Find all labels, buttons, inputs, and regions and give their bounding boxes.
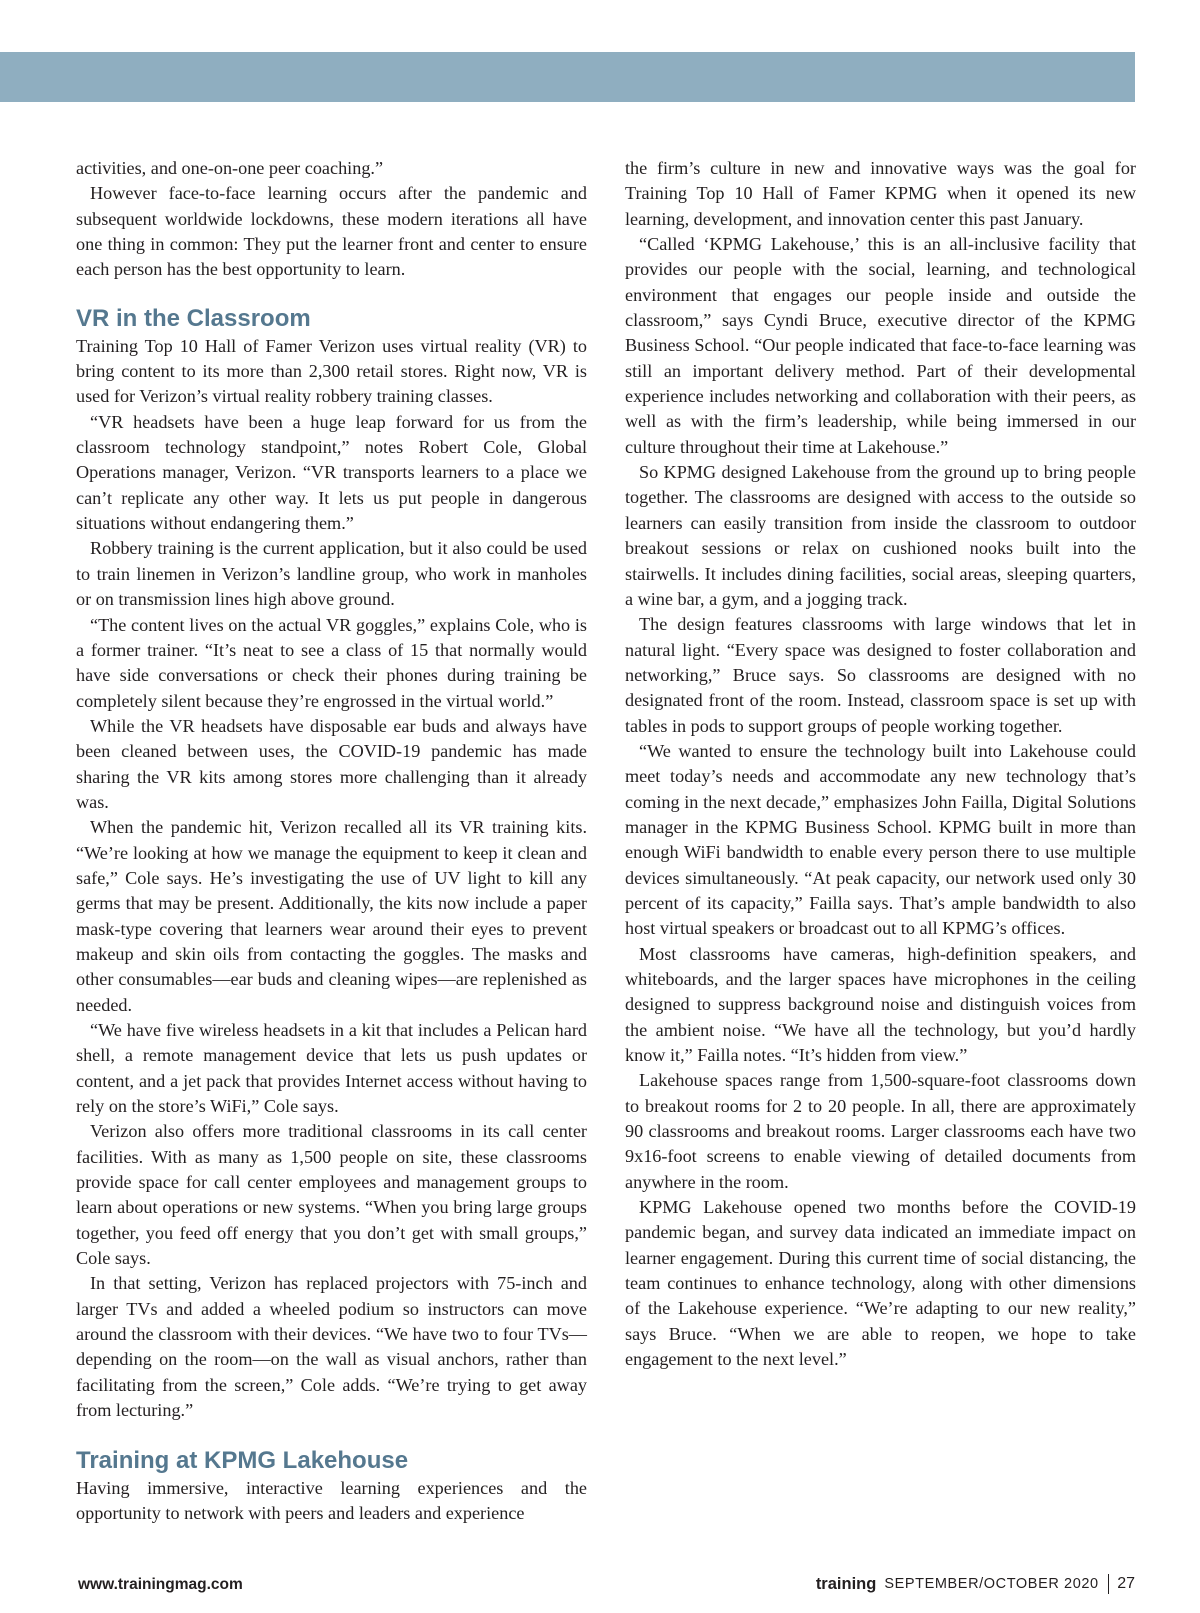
body-paragraph: the firm’s culture in new and innovative ways was the goal for Training Top 10 Hall of Famer KPMG when it opened its new learning, development, and innovation center this past January. (625, 158, 1136, 229)
body-paragraph: Most classrooms have cameras, high-definition speakers, and whiteboards, and the larger spaces have microphones in the ceiling designed to suppress background noise and distinguish voices from the ambient noise. “We have all the technology, but you’d hardly know it,” Failla notes. “It’s hidden from view.” (625, 943, 1136, 1066)
body-paragraph: While the VR headsets have disposable ear buds and always have been cleaned between uses, the COVID-19 pandemic has made sharing the VR kits among stores more challenging than it already was. (76, 715, 587, 812)
body-paragraph: The design features classrooms with large windows that let in natural light. “Every space was designed to foster collaboration and networking,” Bruce says. So classrooms are designed with no designated front of the room. Instead, classroom space is set up with tables in pods to support groups of people working together. (625, 614, 1136, 736)
body-paragraph: “We have five wireless headsets in a kit that includes a Pelican hard shell, a remote management device that lets us push updates or content, and a jet pack that provides Internet access without having to rely on the store’s WiFi,” Cole says. (76, 1020, 587, 1117)
body-paragraph: Robbery training is the current application, but it also could be used to train linemen in Verizon’s landline group, who work in manholes or on transmission lines high above ground. (76, 538, 587, 610)
body-paragraph: However face-to-face learning occurs after the pandemic and subsequent worldwide lockdowns, these modern iterations all have one thing in common: They put the learner front and center to ensure each person has the best opportunity to learn. (76, 183, 587, 280)
section-heading-kpmg: Training at KPMG Lakehouse (76, 1446, 409, 1474)
body-paragraph: “VR headsets have been a huge leap forward for us from the classroom technology standpoint,” notes Robert Cole, Global Operations manager, Verizon. “VR transports learners to a place we can’t replicate any other way. It lets us put people in dangerous situations without endangering them.” (76, 411, 587, 534)
header-band (0, 52, 1135, 102)
footer-website-link[interactable]: www.trainingmag.com (78, 1576, 243, 1593)
body-paragraph: Training Top 10 Hall of Famer Verizon uses virtual reality (VR) to bring content to its more than 2,300 retail stores. Right now, VR is used for Verizon’s virtual reality robbery training classes. (76, 335, 587, 407)
left-column (76, 156, 587, 1526)
body-paragraph: Lakehouse spaces range from 1,500-square-foot classrooms down to breakout rooms for 2 to 20 people. In all, there are approximately 90 classrooms and breakout rooms. Larger classrooms each have two 9x16-foot screens to enable viewing of detailed documents from anywhere in the room. (625, 1070, 1136, 1192)
right-column (625, 156, 1136, 1373)
magazine-name: training (815, 1574, 877, 1593)
body-paragraph: In that setting, Verizon has replaced projectors with 75-inch and larger TVs and added a wheeled podium so instructors can move around the classroom with their devices. “We have two to four TVs—depending on the room—on the wall as visual anchors, rather than facilitating from the screen,” Cole adds. “We’re trying to get away from lecturing.” (76, 1273, 587, 1421)
issue-date: SEPTEMBER/OCTOBER 2020 (884, 1576, 1099, 1592)
body-paragraph: So KPMG designed Lakehouse from the ground up to bring people together. The classrooms are designed with access to the outside so learners can easily transition from inside the classroom to outdoor breakout sessions or relax on cushioned nooks built into the stairwells. It includes dining facilities, social areas, sleeping quarters, a wine bar, a gym, and a jogging track. (625, 462, 1136, 609)
body-paragraph: Having immersive, interactive learning experiences and the opportunity to network with peers and leaders and experience (76, 1477, 587, 1523)
page-number: 27 (1117, 1575, 1135, 1592)
body-paragraph: “The content lives on the actual VR goggles,” explains Cole, who is a former trainer. “It’s neat to see a class of 15 that normally would have side conversations or check their phones during training be completely silent because they’re engrossed in the virtual world.” (76, 614, 587, 711)
body-paragraph: When the pandemic hit, Verizon recalled all its VR training kits. “We’re looking at how we manage the equipment to keep it clean and safe,” Cole says. He’s investigating the use of UV light to kill any germs that may be present. Additionally, the kits now include a paper mask-type covering that learners wear around their eyes to prevent makeup and skin oils from contacting the goggles. The masks and other consumables—ear buds and cleaning wipes—are replenished as needed. (76, 817, 587, 1015)
body-paragraph: KPMG Lakehouse opened two months before the COVID-19 pandemic began, and survey data indicated an immediate impact on learner engagement. During this current time of social distancing, the team continues to enhance technology, along with other dimensions of the Lakehouse experience. “We’re adapting to our new reality,” says Bruce. “When we are able to reopen, we hope to take engagement to the next level.” (625, 1197, 1136, 1370)
body-paragraph: “Called ‘KPMG Lakehouse,’ this is an all-inclusive facility that provides our people with the social, learning, and technological environment that engages our people inside and outside the classroom,” says Cyndi Bruce, executive director of the KPMG Business School. “Our people indicated that face-to-face learning was still an important delivery method. Part of their developmental experience includes networking and collaboration with their peers, as well as with the firm’s leadership, while being immersed in our culture throughout their time at Lakehouse.” (625, 234, 1136, 457)
folio-divider (1108, 1574, 1110, 1594)
footer-folio (816, 1574, 1135, 1594)
body-paragraph: activities, and one-on-one peer coaching.” (76, 158, 384, 178)
section-heading-vr: VR in the Classroom (76, 304, 311, 332)
body-paragraph: “We wanted to ensure the technology built into Lakehouse could meet today’s needs and accommodate any new technology that’s coming in the next decade,” emphasizes John Failla, Digital Solutions manager in the KPMG Business School. KPMG built in more than enough WiFi bandwidth to enable every person there to use multiple devices simultaneously. “At peak capacity, our network used only 30 percent of its capacity,” Failla says. That’s ample bandwidth to also host virtual speakers or broadcast out to all KPMG’s offices. (625, 740, 1136, 939)
body-paragraph: Verizon also offers more traditional classrooms in its call center facilities. With as many as 1,500 people on site, these classrooms provide space for call center employees and management groups to learn about operations or new systems. “When you bring large groups together, you feed off energy that you don’t get with small groups,” Cole says. (76, 1121, 587, 1269)
